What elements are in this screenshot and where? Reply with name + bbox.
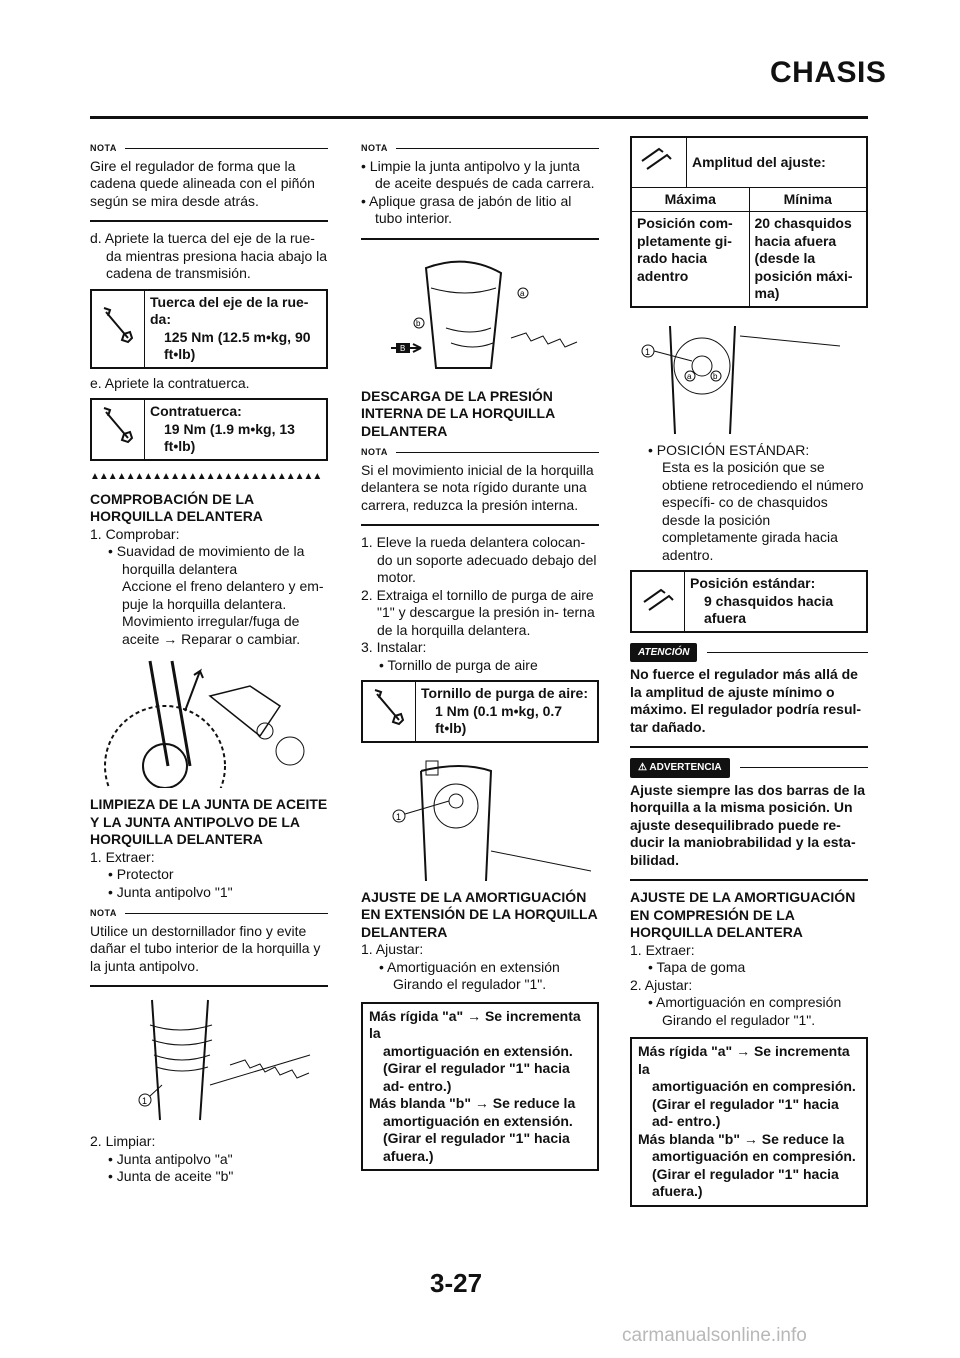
list-bullet: • Tornillo de purga de aire: [379, 656, 538, 673]
compression-adjust-box: [630, 1037, 868, 1207]
list-bullet: • POSICIÓN ESTÁNDAR:: [648, 441, 810, 458]
torque-box-axle-nut: [90, 289, 328, 369]
warning-text: Ajuste siempre las dos barras de la horquilla a la misma posición. Un ajuste desequilibrado puede re- ducir la maniobrabilidad y la esta- bilidad.: [630, 781, 865, 868]
rebound-adjuster-illustration: [630, 316, 868, 434]
list-bullet: • Amortiguación en extensión: [379, 958, 560, 975]
softer-detail: amortiguación en compresión. (Girar el regulador "1" hacia afuera.): [652, 1148, 856, 1199]
caution-header: [630, 643, 868, 663]
nota-end-rule: [361, 238, 599, 240]
torque-wrench-icon: [92, 291, 145, 367]
list-item: 1. Comprobar:: [90, 525, 180, 542]
box-title: Tornillo de purga de aire:: [421, 685, 588, 701]
list-item: 1. Extraer:: [630, 941, 695, 958]
page-title: CHASIS: [770, 56, 887, 89]
list-item: 2. Extraiga el tornillo de purga de aire "1" y descargue la presión in- terna de la horquilla delantera.: [361, 586, 595, 638]
callout-1: 1: [645, 346, 651, 357]
table-cell-min: 20 chasquidos hacia afuera (desde la posición máxi- ma): [749, 212, 867, 306]
table-header-max: Máxima: [664, 190, 716, 207]
grease-tag: B: [400, 343, 406, 353]
box-title: Tuerca del eje de la rue-: [150, 293, 309, 310]
bullet-text: Girando el regulador "1".: [393, 976, 547, 992]
list-bullet: • Amortiguación en compresión: [648, 994, 842, 1010]
box-title: Posición estándar:: [690, 575, 816, 591]
list-bullet: • Junta antipolvo "a": [108, 1150, 233, 1167]
warning-header: [630, 758, 868, 778]
torque-box-locknut: [90, 398, 328, 461]
bleed-screw-illustration: [361, 751, 599, 881]
callout-1: 1: [142, 1096, 148, 1106]
nota-header: NOTA: [90, 140, 328, 158]
list-bullet: • Junta de aceite "b": [108, 1168, 234, 1184]
warning-icon: ⚠: [638, 762, 650, 773]
grease-illustration: [361, 248, 599, 380]
column-1: [90, 136, 328, 1186]
nota-text: Si el movimiento inicial de la horquilla delantera se nota rígido durante una carrera, reduzca la presión interna.: [361, 461, 594, 513]
bullet-text: Esta es la posición que se obtiene retrocediendo el número específi- co de chasquidos desde la posición completamente girada hacia adentro.: [662, 459, 864, 563]
nota-header: NOTA: [361, 444, 599, 462]
table-title: Amplitud del ajuste:: [686, 138, 866, 187]
list-item: 2. Ajustar:: [630, 976, 693, 993]
section-heading: AJUSTE DE LA AMORTIGUACIÓN EN EXTENSIÓN DE LA HORQUILLA DELANTERA: [361, 888, 598, 940]
callout-b: b: [416, 318, 421, 328]
section-heading: COMPROBACIÓN DE LA HORQUILLA DELANTERA: [90, 490, 263, 524]
section-heading: AJUSTE DE LA AMORTIGUACIÓN EN COMPRESIÓN DE LA HORQUILLA DELANTERA: [630, 889, 856, 940]
adjust-range-table: [630, 136, 868, 308]
header-rule: [90, 116, 868, 119]
caution-badge: ATENCIÓN: [630, 643, 697, 663]
list-item: 1. Ajustar:: [361, 941, 424, 957]
page-number: 3-27: [430, 1268, 483, 1298]
dust-seal-illustration: [90, 995, 328, 1125]
table-header-min: Mínima: [749, 188, 867, 212]
nota-header: NOTA: [361, 140, 599, 158]
standard-position-box: [630, 570, 868, 633]
nota-end-rule: [361, 524, 599, 526]
list-bullet: • Suavidad de movimiento de la horquilla delantera: [108, 543, 305, 577]
section-heading: LIMPIEZA DE LA JUNTA DE ACEITE Y LA JUNTA ANTIPOLVO DE LA HORQUILLA DELANTERA: [90, 796, 328, 847]
box-value: 9 chasquidos hacia afuera: [704, 592, 834, 626]
softer-line: Más blanda "b" → Se reduce la: [638, 1130, 845, 1147]
bullet-text: Accione el freno delantero y em- puje la horquilla delantera. Movimiento irregular/fuga de aceite → Reparar o cambiar.: [122, 578, 324, 647]
callout-a: a: [520, 288, 525, 298]
column-2: [361, 136, 599, 1179]
stiffer-detail: amortiguación en extensión. (Girar el regulador "1" hacia ad- entro.): [383, 1042, 573, 1094]
adjust-tool-icon: [632, 572, 685, 631]
list-item: 3. Instalar:: [361, 639, 427, 655]
nota-bullet: • Limpie la junta antipolvo y la junta de aceite después de cada carrera.: [361, 157, 595, 191]
torque-wrench-icon: [363, 682, 416, 741]
box-title-2: da:: [150, 311, 171, 327]
step-d: d. Apriete la tuerca del eje de la rue- da mientras presiona hacia abajo la cadena de transmisión.: [90, 230, 328, 281]
footer-watermark: carmanualsonline.info: [622, 1325, 807, 1346]
section-heading: DESCARGA DE LA PRESIÓN INTERNA DE LA HORQUILLA DELANTERA: [361, 387, 555, 439]
list-bullet: • Junta antipolvo "1": [108, 883, 233, 900]
list-item: 2. Limpiar:: [90, 1133, 156, 1149]
list-item: 1. Eleve la rueda delantera colocan- do un soporte adecuado debajo del motor.: [361, 534, 597, 585]
end-marker-triangles: ▲▲▲▲▲▲▲▲▲▲▲▲▲▲▲▲▲▲▲▲▲▲▲▲▲▲: [90, 470, 322, 482]
callout-b: b: [713, 371, 718, 381]
box-value: 1 Nm (0.1 m•kg, 0.7 ft•lb): [435, 702, 563, 736]
callout-a: a: [687, 371, 692, 381]
nota-bullet: • Aplique grasa de jabón de litio al tubo interior.: [361, 192, 572, 226]
warning-end-rule: [630, 879, 868, 881]
table-icon-cell: [632, 138, 686, 187]
torque-box-bleed-screw: [361, 680, 599, 743]
list-bullet: • Protector: [108, 866, 174, 882]
box-value: 19 Nm (1.9 m•kg, 13 ft•lb): [164, 420, 295, 454]
caution-end-rule: [630, 746, 868, 748]
warning-badge: ⚠ ADVERTENCIA: [630, 758, 730, 778]
nota-text: Gire el regulador de forma que la cadena quede alineada con el piñón según se mira desde atrás.: [90, 157, 315, 209]
softer-detail: amortiguación en extensión. (Girar el regulador "1" hacia afuera.): [383, 1112, 573, 1164]
rebound-adjust-box: [361, 1002, 599, 1172]
callout-1: 1: [396, 811, 402, 822]
list-bullet: • Tapa de goma: [648, 959, 746, 975]
step-e: e. Apriete la contratuerca.: [90, 374, 250, 391]
list-item: 1. Extraer:: [90, 848, 155, 865]
fork-check-illustration: [90, 656, 328, 788]
column-3: [630, 136, 868, 1215]
bullet-text: Girando el regulador "1".: [662, 1011, 816, 1028]
box-value: 125 Nm (12.5 m•kg, 90 ft•lb): [164, 328, 311, 362]
softer-line: Más blanda "b" → Se reduce la: [369, 1095, 576, 1111]
adjust-tool-icon: [637, 141, 675, 179]
caution-text: No fuerce el regulador más allá de la amplitud de ajuste mínimo o máximo. El regulador podría resul- tar dañado.: [630, 666, 862, 735]
torque-wrench-icon: [92, 400, 145, 459]
nota-end-rule: [90, 220, 328, 222]
stiffer-line: Más rígida "a" → Se incrementa la: [638, 1043, 850, 1077]
stiffer-detail: amortiguación en compresión. (Girar el regulador "1" hacia ad- entro.): [652, 1078, 856, 1129]
stiffer-line: Más rígida "a" → Se incrementa la: [369, 1007, 581, 1041]
nota-text: Utilice un destornillador fino y evite dañar el tubo interior de la horquilla y la junta antipolvo.: [90, 922, 321, 974]
nota-end-rule: [90, 985, 328, 987]
table-cell-max: Posición com- pletamente gi- rado hacia adentro: [637, 215, 733, 284]
box-title: Contratuerca:: [150, 403, 242, 419]
nota-header: NOTA: [90, 905, 328, 923]
